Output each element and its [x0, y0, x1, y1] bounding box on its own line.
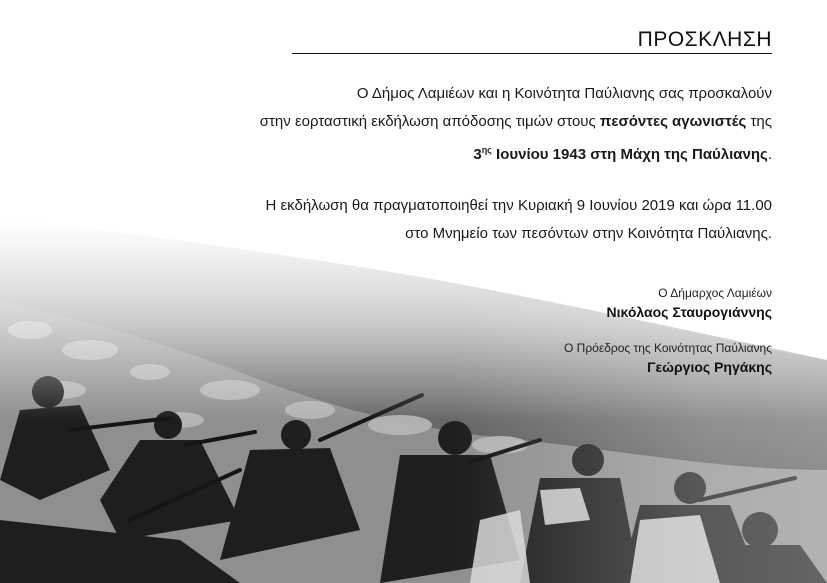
signatory-community-president	[564, 339, 772, 377]
signatory-name: Γεώργιος Ρηγάκης	[647, 359, 772, 375]
event-details-paragraph	[132, 192, 772, 248]
invitation-paragraph	[132, 80, 772, 169]
battle-date-text: Ιουνίου 1943 στη Μάχη της Παύλιανης	[491, 146, 768, 163]
signatory-name: Νικόλαος Σταυρογιάννης	[606, 304, 772, 320]
invitation-line-1: Ο Δήμος Λαμιέων και η Κοινότητα Παύλιανης σας προσκαλούν	[356, 85, 772, 102]
fallen-fighters-text: πεσόντες αγωνιστές	[599, 113, 747, 130]
signatory-role: Ο Δήμαρχος Λαμιέων	[658, 286, 772, 300]
invitation-line-2	[132, 108, 772, 136]
invitation-line-3	[132, 136, 772, 169]
battle-date-number: 3	[473, 146, 482, 163]
page-title: ΠΡΟΣΚΛΗΣΗ	[632, 28, 772, 52]
battle-date-superscript: ης	[481, 145, 492, 155]
invitation-line-3-suffix: .	[767, 146, 772, 163]
heading-block	[292, 28, 772, 54]
event-line-2: στο Μνημείο των πεσόντων στην Κοινότητα Παύλιανης.	[405, 225, 772, 242]
heading-rule	[292, 53, 772, 54]
invitation-line-2-suffix: της	[746, 113, 772, 130]
invitation-line-2-prefix: στην εορταστική εκδήλωση απόδοσης τιμών στους	[259, 113, 600, 130]
signatory-role: Ο Πρόεδρος της Κοινότητας Παύλιανης	[564, 341, 772, 355]
signatory-mayor	[606, 284, 772, 322]
event-line-1: Η εκδήλωση θα πραγματοποιηθεί την Κυριακή 9 Ιουνίου 2019 και ώρα 11.00	[265, 197, 772, 214]
